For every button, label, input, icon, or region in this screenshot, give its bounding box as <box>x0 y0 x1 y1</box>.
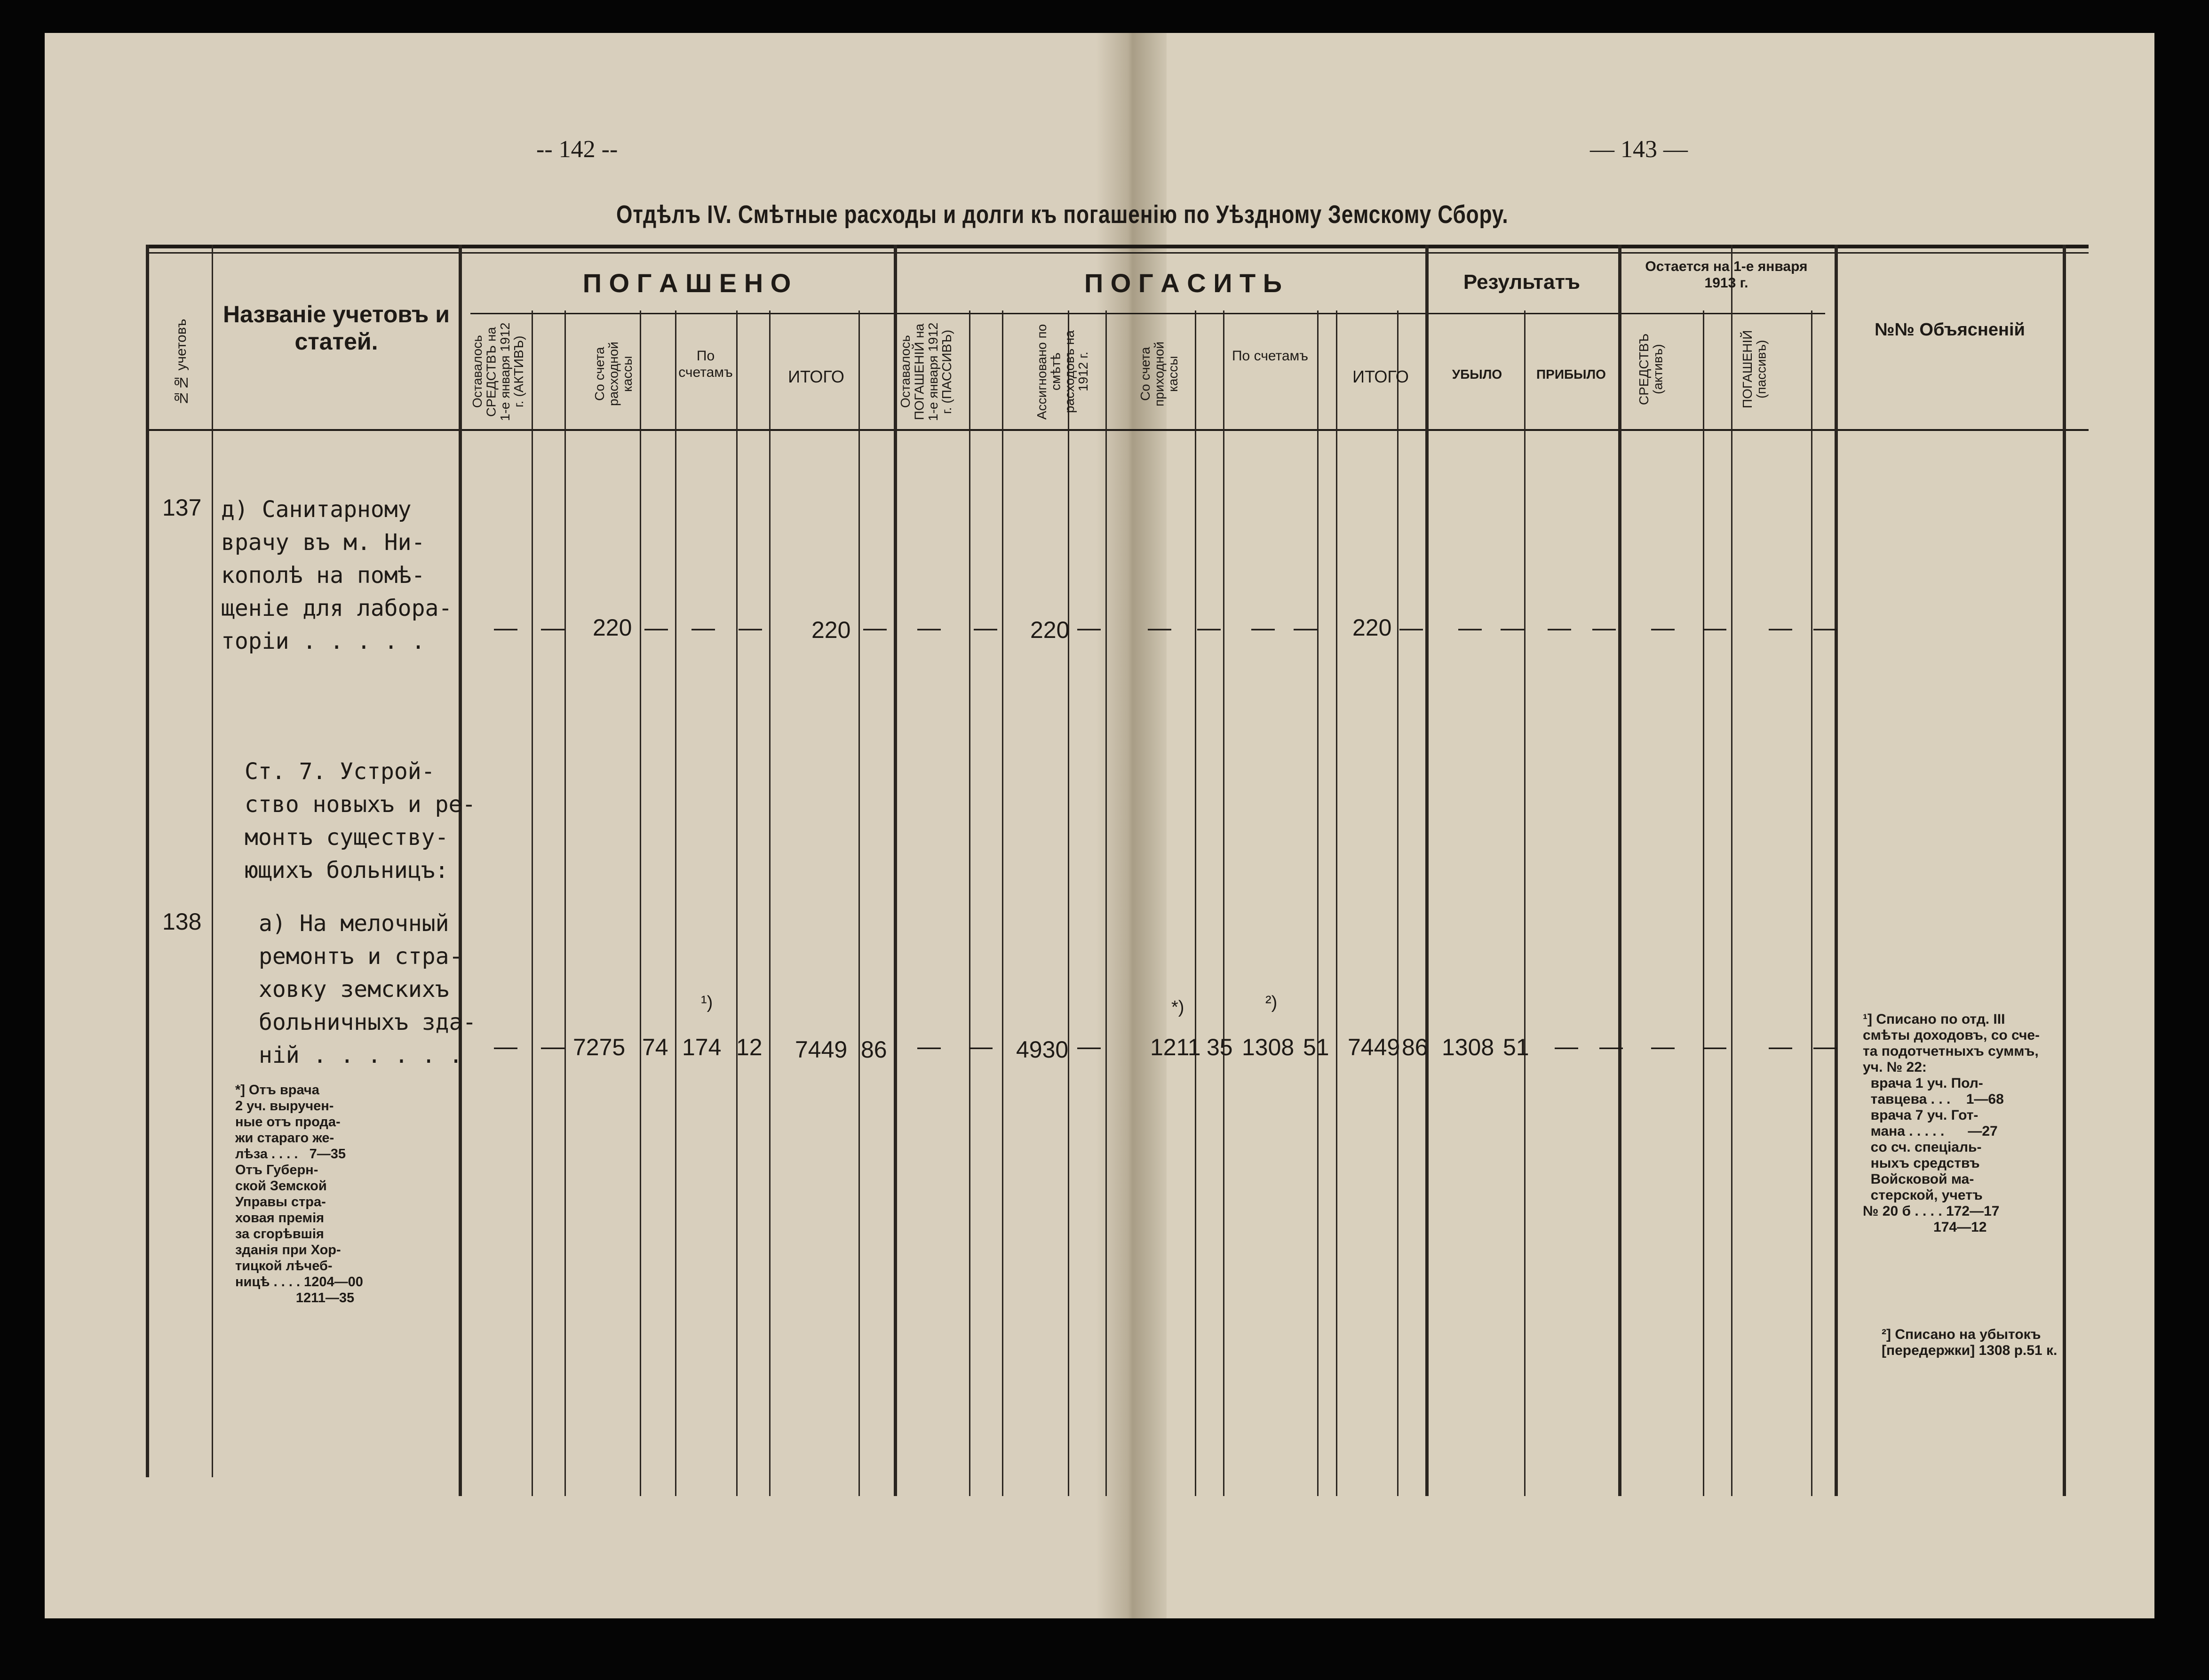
header-assignovano: Ассигновано по смѣтѣ расходовъ на 1912 г. <box>1034 324 1091 420</box>
page-number-left: -- 142 -- <box>536 136 618 163</box>
row137-dash: — <box>1548 614 1571 641</box>
row138-dash: — <box>969 1033 993 1059</box>
row137-dash: — <box>739 614 762 641</box>
col-line <box>1811 311 1812 1496</box>
footnote-left: *] Отъ врача 2 уч. выручен- ные отъ прода- жи стараго же- лѣза . . . . 7—35 Отъ Губерн- ской Земской Управы стра- ховая премія за сгорѣвшія зданія при Хор- тицкой лѣчеб- ницѣ . . . . 1204—00 1211—35 <box>235 1083 363 1306</box>
header-pogashenii: ПОГАШЕНІЙ (пассивъ) <box>1740 330 1769 409</box>
row137-dash: — <box>1592 614 1616 641</box>
header-ostavalos-sredstv: Оставалось СРЕДСТВЪ на 1-е января 1912 г. (АКТИВЪ) <box>470 322 526 421</box>
col-line <box>1223 311 1224 1496</box>
header-so-scheta-rashod: Со счета расходной кассы <box>592 342 635 406</box>
pogasit-subrule <box>894 313 1425 314</box>
col-line <box>1524 311 1526 1496</box>
row138-dash: — <box>1703 1033 1726 1059</box>
col-line <box>1068 311 1069 1496</box>
row137-dash: — <box>974 614 997 641</box>
row138-itogo-left: 7449 <box>795 1036 848 1063</box>
row138-num: 138 <box>162 908 202 935</box>
row138-dash: — <box>1555 1033 1578 1059</box>
row138-po-schetam-right-kop: 51 <box>1303 1034 1329 1060</box>
header-pogasheno: П О Г А Ш Е Н О <box>582 268 791 298</box>
row137-dash: — <box>1294 614 1317 641</box>
row138-so-scheta-prihod: 1211 <box>1150 1034 1201 1060</box>
header-pribylo: ПРИБЫЛО <box>1536 367 1606 382</box>
footnote-right-1: ¹] Списано по отд. III смѣты доходовъ, со сче- та подотчетныхъ суммъ, уч. № 22: врача 1 уч. Пол- тавцева . . . 1—68 врача 7 уч. Гот- мана . . . . . —27 со сч. спеціаль- ныхъ средствъ Войсковой ма- стерской, учетъ № 20 б . . . . 172—17 174—12 <box>1863 1011 2040 1235</box>
table-top-rule-thin <box>146 252 2089 254</box>
header-bottom-rule <box>146 429 2089 431</box>
row138-text: а) На мелочный ремонтъ и стра- ховку земскихъ больничныхъ зда- ній . . . . . . <box>259 910 477 1068</box>
row138-dash: — <box>494 1033 517 1059</box>
footnote-right-2: ²] Списано на убытокъ [передержки] 1308 р.51 к. <box>1882 1327 2058 1358</box>
header-ostavalos-pogash: Оставалось ПОГАШЕНІЙ на 1-е января 1912 г. (ПАССИВЪ) <box>898 322 954 421</box>
header-sredstv: СРЕДСТВЪ (активъ) <box>1637 333 1665 406</box>
col-line <box>1397 311 1399 1496</box>
section-heading-st7: Ст. 7. Устрой- ство новыхъ и ре- монтъ существу- ющихъ больницъ: <box>245 758 476 884</box>
row138-dash: — <box>541 1033 564 1059</box>
row137-itogo-left: 220 <box>811 617 851 643</box>
row138-dash: — <box>1769 1033 1792 1059</box>
row138-dash: — <box>1077 1033 1101 1059</box>
row138-so-scheta-rashod: 7275 <box>573 1034 626 1060</box>
row138-footnote-mark-1: ¹) <box>701 993 713 1012</box>
header-rezultat: Результатъ <box>1463 271 1581 294</box>
row137-dash: — <box>541 614 564 641</box>
row137-dash: — <box>1251 614 1275 641</box>
row137-dash: — <box>1501 614 1524 641</box>
row137-dash: — <box>1077 614 1101 641</box>
col-line <box>146 245 149 1477</box>
row138-itogo-left-kop: 86 <box>861 1036 887 1063</box>
row138-ubylo-kop: 51 <box>1503 1034 1529 1060</box>
row138-footnote-mark-star: *) <box>1171 997 1184 1017</box>
row137-dash: — <box>644 614 668 641</box>
header-ostaetsya: Остается на 1-е января 1913 г. <box>1645 259 1808 291</box>
col-line <box>2063 245 2066 1496</box>
col-line <box>1105 311 1107 1496</box>
col-line <box>736 311 738 1496</box>
col-line <box>1618 245 1621 1496</box>
row138-po-schetam: 174 <box>682 1034 722 1060</box>
col-line <box>564 311 566 1496</box>
row137-assignovano: 220 <box>1030 617 1070 643</box>
row137-dash: — <box>1769 614 1792 641</box>
col-line <box>1336 311 1337 1496</box>
page-number-right: — 143 — <box>1590 136 1688 163</box>
header-pogasit: П О Г А С И Т Ь <box>1084 268 1282 298</box>
row138-so-scheta-rashod-kop: 74 <box>642 1034 668 1060</box>
row138-so-scheta-prihod-kop: 35 <box>1207 1034 1233 1060</box>
row137-dash: — <box>917 614 941 641</box>
row137-itogo-right: 220 <box>1352 614 1392 641</box>
header-name: Названіе учетовъ и статей. <box>223 301 450 355</box>
col-line <box>769 311 771 1496</box>
header-num: №№ учетовъ <box>174 318 189 406</box>
header-itogo-right: ИТОГО <box>1352 367 1409 386</box>
col-line <box>1002 311 1003 1496</box>
row137-dash: — <box>863 614 887 641</box>
row138-dash: — <box>917 1033 941 1059</box>
row137-dash: — <box>494 614 517 641</box>
row138-po-schetam-kop: 12 <box>736 1034 763 1060</box>
col-line <box>894 245 897 1496</box>
header-itogo-left: ИТОГО <box>788 367 844 386</box>
row138-assignovano: 4930 <box>1016 1036 1069 1063</box>
section-title: Отдѣлъ IV. Смѣтные расходы и долги къ погашенію по Уѣздному Земскому Сбору. <box>616 200 1509 229</box>
row138-itogo-right: 7449 <box>1348 1034 1400 1060</box>
row138-dash: — <box>1651 1033 1675 1059</box>
col-line <box>1425 245 1429 1496</box>
col-line <box>1835 245 1838 1496</box>
col-line <box>212 245 213 1477</box>
row137-so-scheta-rashod: 220 <box>593 614 632 641</box>
row138-dash: — <box>1599 1033 1623 1059</box>
col-line <box>969 311 970 1496</box>
row137-dash: — <box>1703 614 1726 641</box>
row137-num: 137 <box>162 494 202 521</box>
col-line <box>1731 245 1732 1496</box>
row137-dash: — <box>1148 614 1171 641</box>
row137-dash: — <box>1399 614 1423 641</box>
header-po-schetam: По счетамъ <box>678 348 733 380</box>
header-obyasnenii: №№ Объясненій <box>1875 320 2025 340</box>
row138-itogo-right-kop: 86 <box>1402 1034 1428 1060</box>
col-line <box>1703 311 1704 1496</box>
col-line <box>1195 311 1196 1496</box>
col-line <box>532 311 533 1496</box>
header-po-schetam-right: По счетамъ <box>1232 348 1309 364</box>
col-line <box>640 311 641 1496</box>
row137-dash: — <box>691 614 715 641</box>
row137-dash: — <box>1813 614 1837 641</box>
col-line <box>1317 311 1319 1496</box>
row137-dash: — <box>1197 614 1221 641</box>
table-top-rule <box>146 245 2089 248</box>
row138-dash: — <box>1813 1033 1837 1059</box>
header-so-scheta-prihod: Со счета приходной кассы <box>1138 341 1180 407</box>
row137-dash: — <box>1651 614 1675 641</box>
row137-dash: — <box>1458 614 1482 641</box>
header-ubylo: УБЫЛО <box>1452 367 1502 382</box>
col-line <box>675 311 676 1496</box>
row138-footnote-mark-2: ²) <box>1265 993 1278 1012</box>
result-subrule <box>1425 313 1825 314</box>
row138-ubylo: 1308 <box>1442 1034 1494 1060</box>
row137-text: д) Санитарному врачу въ м. Ни- кополѣ на помѣ- щеніе для лабора- торіи . . . . . <box>221 496 453 654</box>
row138-po-schetam-right: 1308 <box>1242 1034 1295 1060</box>
col-line <box>858 311 860 1496</box>
